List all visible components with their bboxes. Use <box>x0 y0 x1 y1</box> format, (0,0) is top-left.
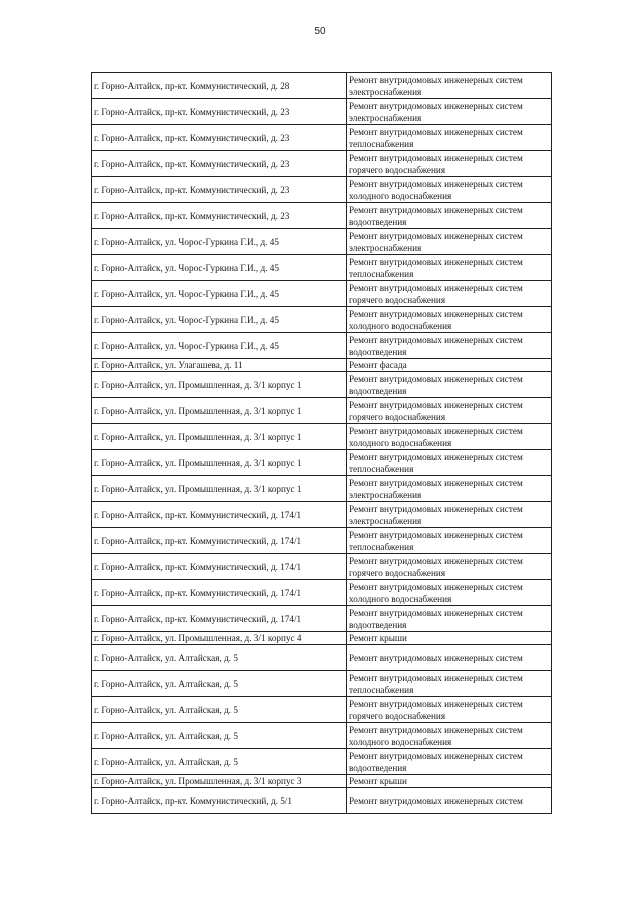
work-type-cell: Ремонт внутридомовых инженерных систем горячего водоснабжения <box>347 398 552 424</box>
address-cell: г. Горно-Алтайск, ул. Чорос-Гуркина Г.И., д. 45 <box>92 281 347 307</box>
work-type-cell: Ремонт внутридомовых инженерных систем водоотведения <box>347 749 552 775</box>
work-type-cell: Ремонт внутридомовых инженерных систем холодного водоснабжения <box>347 424 552 450</box>
address-cell: г. Горно-Алтайск, ул. Чорос-Гуркина Г.И., д. 45 <box>92 255 347 281</box>
address-cell: г. Горно-Алтайск, пр-кт. Коммунистический, д. 174/1 <box>92 554 347 580</box>
table-row <box>92 502 552 528</box>
address-cell: г. Горно-Алтайск, пр-кт. Коммунистический, д. 174/1 <box>92 580 347 606</box>
table-row <box>92 788 552 814</box>
work-type-cell: Ремонт внутридомовых инженерных систем водоотведения <box>347 606 552 632</box>
address-cell: г. Горно-Алтайск, ул. Промышленная, д. 3/1 корпус 1 <box>92 398 347 424</box>
work-type-cell: Ремонт внутридомовых инженерных систем теплоснабжения <box>347 528 552 554</box>
table-row <box>92 580 552 606</box>
address-cell: г. Горно-Алтайск, ул. Промышленная, д. 3/1 корпус 1 <box>92 476 347 502</box>
table-row <box>92 476 552 502</box>
address-cell: г. Горно-Алтайск, пр-кт. Коммунистический, д. 174/1 <box>92 606 347 632</box>
table-row <box>92 151 552 177</box>
address-cell: г. Горно-Алтайск, ул. Чорос-Гуркина Г.И., д. 45 <box>92 333 347 359</box>
table-row <box>92 177 552 203</box>
table-row <box>92 307 552 333</box>
table-row <box>92 125 552 151</box>
table-row <box>92 749 552 775</box>
address-cell: г. Горно-Алтайск, пр-кт. Коммунистический, д. 174/1 <box>92 502 347 528</box>
table-row <box>92 73 552 99</box>
table-row <box>92 775 552 788</box>
work-type-cell: Ремонт внутридомовых инженерных систем электроснабжения <box>347 99 552 125</box>
work-type-cell: Ремонт внутридомовых инженерных систем водоотведения <box>347 333 552 359</box>
table-row <box>92 671 552 697</box>
work-type-cell: Ремонт внутридомовых инженерных систем горячего водоснабжения <box>347 554 552 580</box>
table-row <box>92 203 552 229</box>
table-row <box>92 723 552 749</box>
table-row <box>92 281 552 307</box>
table-row <box>92 632 552 645</box>
address-cell: г. Горно-Алтайск, пр-кт. Коммунистический, д. 23 <box>92 151 347 177</box>
address-cell: г. Горно-Алтайск, ул. Алтайская, д. 5 <box>92 697 347 723</box>
work-type-cell: Ремонт внутридомовых инженерных систем теплоснабжения <box>347 255 552 281</box>
table-row <box>92 229 552 255</box>
repair-works-table <box>91 72 552 814</box>
work-type-cell: Ремонт внутридомовых инженерных систем электроснабжения <box>347 229 552 255</box>
address-cell: г. Горно-Алтайск, ул. Алтайская, д. 5 <box>92 749 347 775</box>
address-cell: г. Горно-Алтайск, пр-кт. Коммунистический, д. 28 <box>92 73 347 99</box>
work-type-cell: Ремонт внутридомовых инженерных систем теплоснабжения <box>347 125 552 151</box>
address-cell: г. Горно-Алтайск, пр-кт. Коммунистический, д. 23 <box>92 99 347 125</box>
work-type-cell: Ремонт внутридомовых инженерных систем электроснабжения <box>347 502 552 528</box>
work-type-cell: Ремонт внутридомовых инженерных систем теплоснабжения <box>347 671 552 697</box>
address-cell: г. Горно-Алтайск, ул. Чорос-Гуркина Г.И., д. 45 <box>92 307 347 333</box>
work-type-cell: Ремонт фасада <box>347 359 552 372</box>
table-row <box>92 528 552 554</box>
work-type-cell: Ремонт внутридомовых инженерных систем холодного водоснабжения <box>347 177 552 203</box>
work-type-cell: Ремонт крыши <box>347 775 552 788</box>
address-cell: г. Горно-Алтайск, пр-кт. Коммунистический, д. 5/1 <box>92 788 347 814</box>
address-cell: г. Горно-Алтайск, пр-кт. Коммунистический, д. 23 <box>92 125 347 151</box>
address-cell: г. Горно-Алтайск, пр-кт. Коммунистический, д. 23 <box>92 177 347 203</box>
address-cell: г. Горно-Алтайск, ул. Алтайская, д. 5 <box>92 645 347 671</box>
address-cell: г. Горно-Алтайск, ул. Алтайская, д. 5 <box>92 723 347 749</box>
address-cell: г. Горно-Алтайск, ул. Промышленная, д. 3/1 корпус 3 <box>92 775 347 788</box>
address-cell: г. Горно-Алтайск, ул. Промышленная, д. 3/1 корпус 1 <box>92 450 347 476</box>
address-cell: г. Горно-Алтайск, пр-кт. Коммунистический, д. 174/1 <box>92 528 347 554</box>
table-row <box>92 697 552 723</box>
table-row <box>92 645 552 671</box>
table-row <box>92 99 552 125</box>
work-type-cell: Ремонт внутридомовых инженерных систем <box>347 788 552 814</box>
table-row <box>92 606 552 632</box>
table-row <box>92 424 552 450</box>
address-cell: г. Горно-Алтайск, ул. Чорос-Гуркина Г.И., д. 45 <box>92 229 347 255</box>
work-type-cell: Ремонт внутридомовых инженерных систем теплоснабжения <box>347 450 552 476</box>
work-type-cell: Ремонт внутридомовых инженерных систем электроснабжения <box>347 476 552 502</box>
work-type-cell: Ремонт внутридомовых инженерных систем горячего водоснабжения <box>347 281 552 307</box>
table-row <box>92 372 552 398</box>
work-type-cell: Ремонт внутридомовых инженерных систем водоотведения <box>347 372 552 398</box>
address-cell: г. Горно-Алтайск, ул. Промышленная, д. 3/1 корпус 1 <box>92 424 347 450</box>
address-cell: г. Горно-Алтайск, ул. Промышленная, д. 3/1 корпус 4 <box>92 632 347 645</box>
work-type-cell: Ремонт крыши <box>347 632 552 645</box>
table-row <box>92 359 552 372</box>
work-type-cell: Ремонт внутридомовых инженерных систем холодного водоснабжения <box>347 580 552 606</box>
table-row <box>92 554 552 580</box>
work-type-cell: Ремонт внутридомовых инженерных систем электроснабжения <box>347 73 552 99</box>
table-row <box>92 333 552 359</box>
address-cell: г. Горно-Алтайск, ул. Алтайская, д. 5 <box>92 671 347 697</box>
table-row <box>92 255 552 281</box>
table-body <box>92 73 552 814</box>
address-cell: г. Горно-Алтайск, ул. Улагашева, д. 11 <box>92 359 347 372</box>
work-type-cell: Ремонт внутридомовых инженерных систем горячего водоснабжения <box>347 697 552 723</box>
address-cell: г. Горно-Алтайск, ул. Промышленная, д. 3/1 корпус 1 <box>92 372 347 398</box>
table-row <box>92 450 552 476</box>
work-type-cell: Ремонт внутридомовых инженерных систем водоотведения <box>347 203 552 229</box>
table-row <box>92 398 552 424</box>
work-type-cell: Ремонт внутридомовых инженерных систем <box>347 645 552 671</box>
address-cell: г. Горно-Алтайск, пр-кт. Коммунистический, д. 23 <box>92 203 347 229</box>
work-type-cell: Ремонт внутридомовых инженерных систем холодного водоснабжения <box>347 723 552 749</box>
work-type-cell: Ремонт внутридомовых инженерных систем горячего водоснабжения <box>347 151 552 177</box>
work-type-cell: Ремонт внутридомовых инженерных систем холодного водоснабжения <box>347 307 552 333</box>
page-number: 50 <box>314 26 326 37</box>
